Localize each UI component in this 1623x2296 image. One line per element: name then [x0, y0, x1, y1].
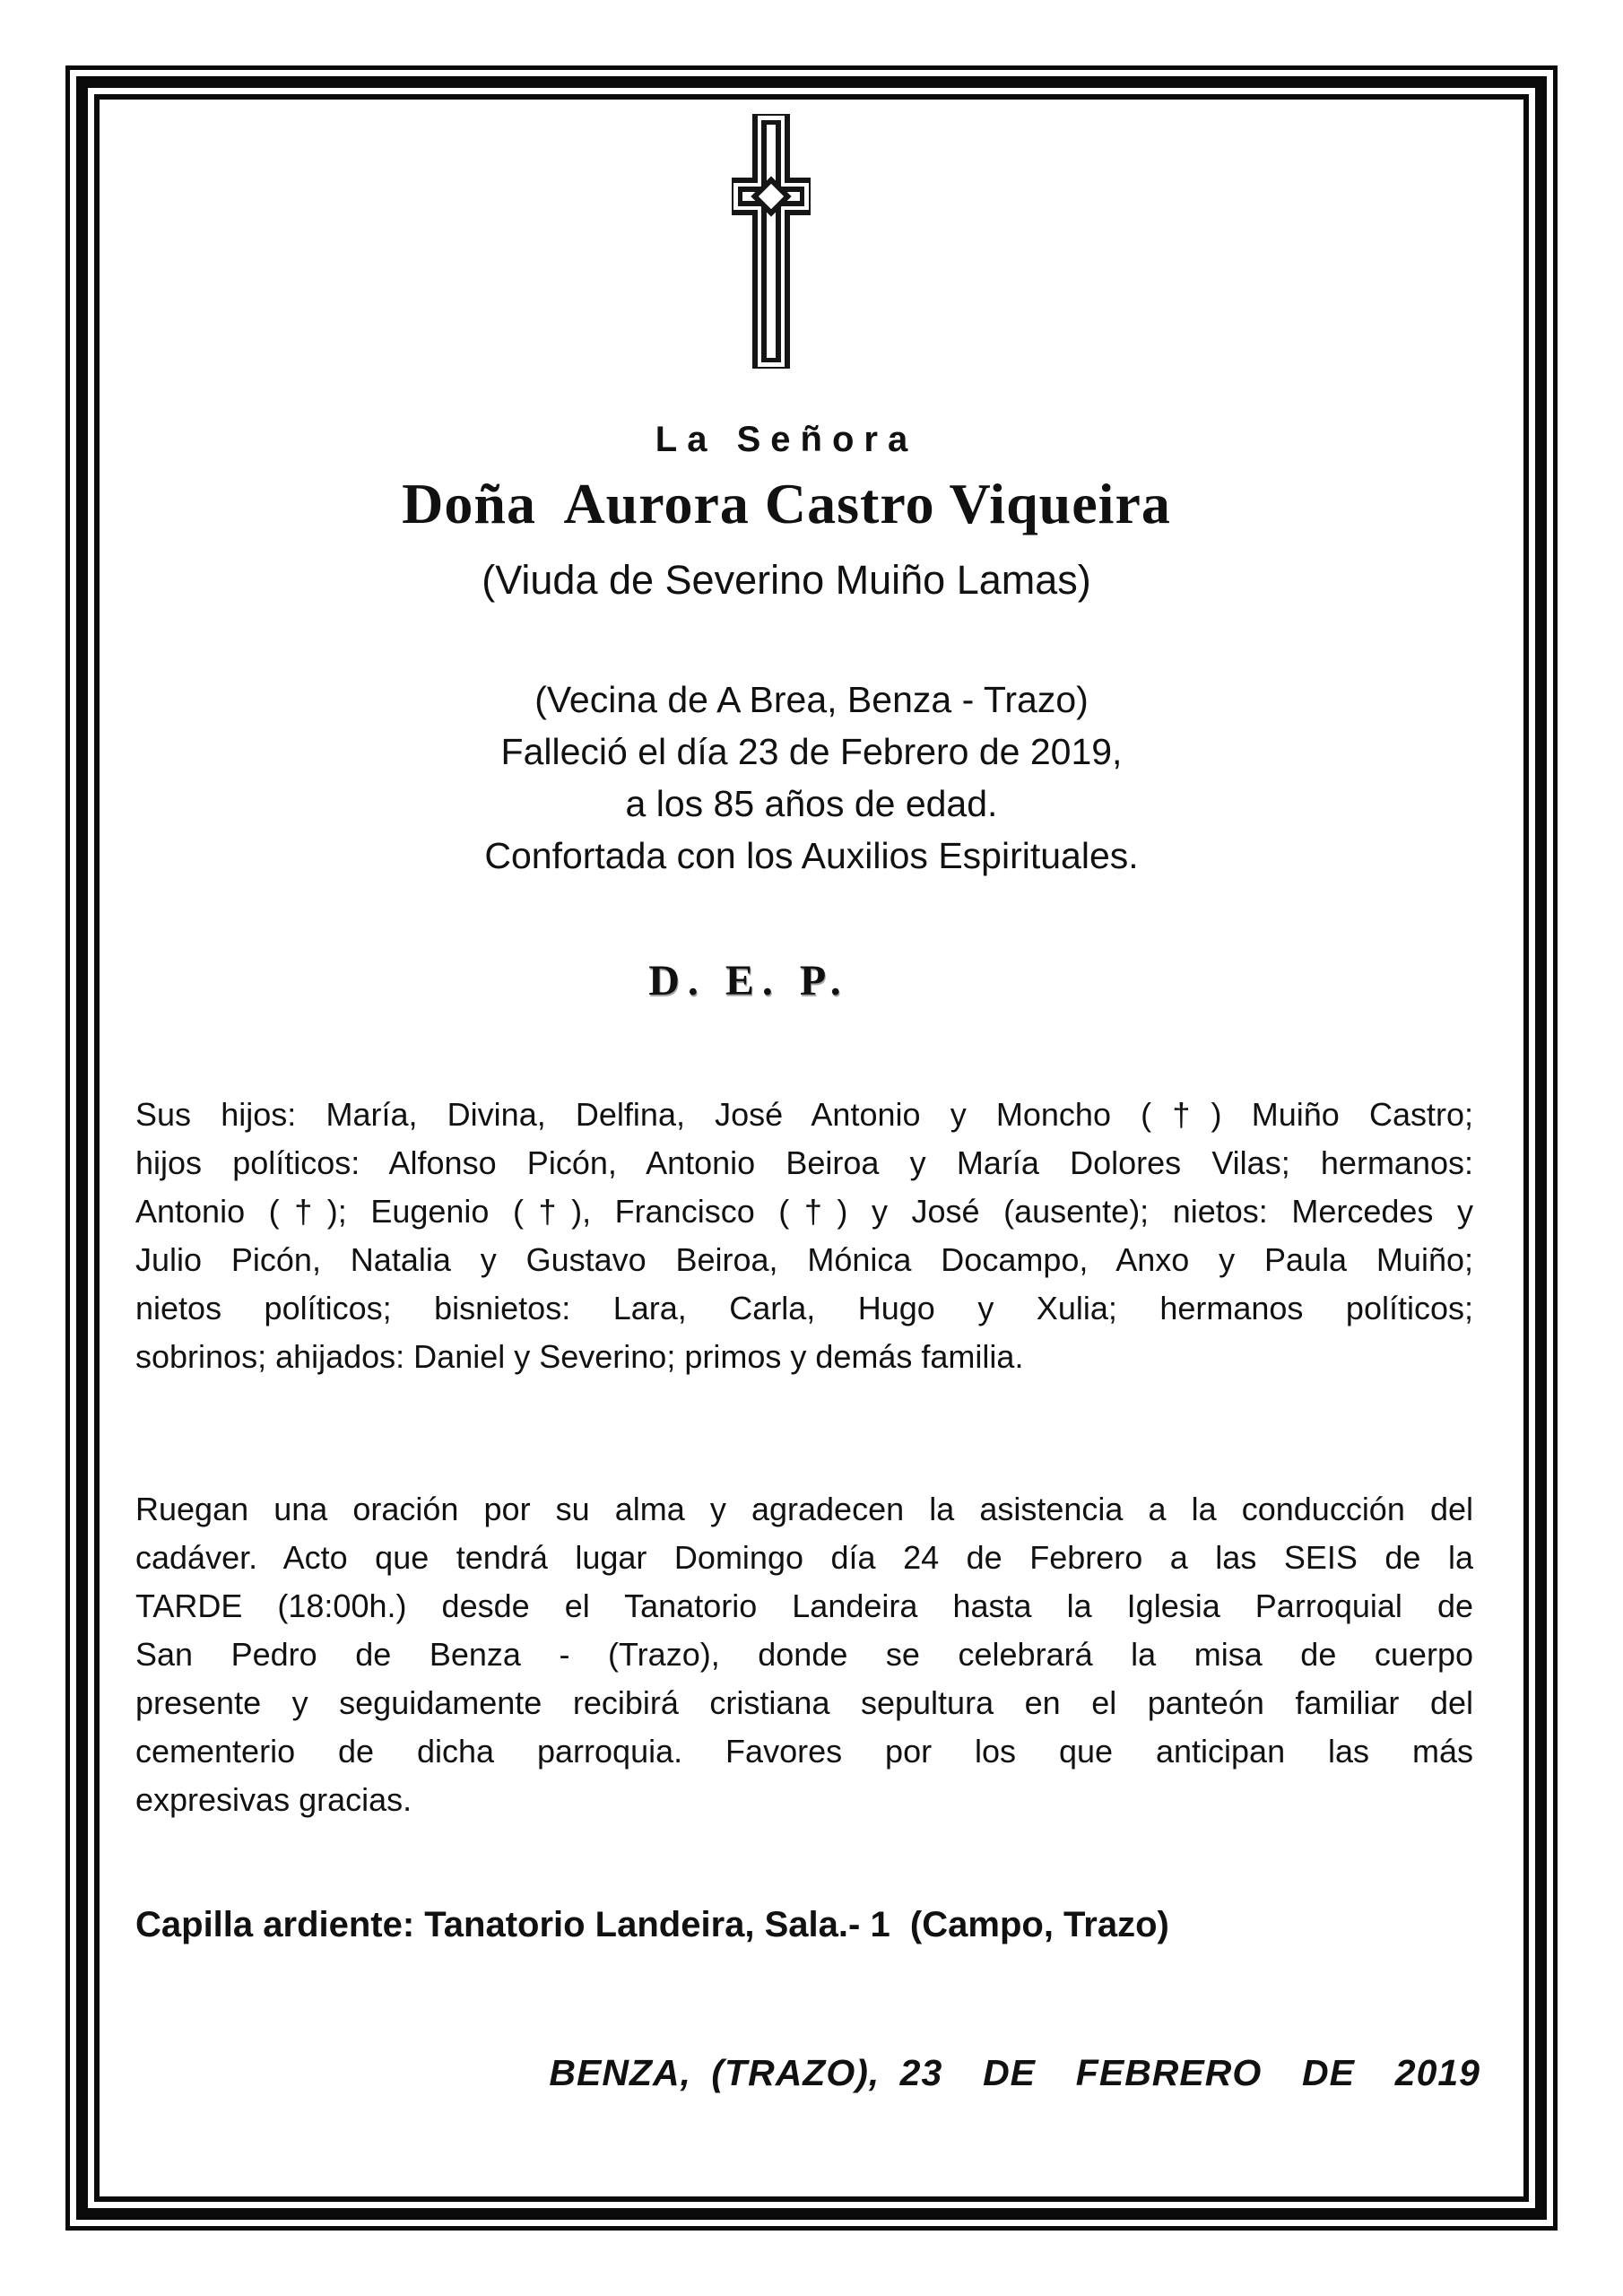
- notice-header: [74, 418, 1498, 604]
- family-line: sobrinos; ahijados: Daniel y Severino; primos y demás familia.: [135, 1338, 1024, 1375]
- chapel-info: Capilla ardiente: Tanatorio Landeira, Sala.- 1 (Campo, Trazo): [135, 1905, 1169, 1944]
- mourning-border-inner: [94, 94, 1529, 2202]
- funeral-line: San Pedro de Benza - (Trazo), donde se celebrará la misa de cuerpo: [135, 1636, 1473, 1673]
- family-paragraph: [100, 1091, 1523, 1381]
- residence-note: (Vecina de A Brea, Benza - Trazo): [534, 679, 1089, 720]
- family-line: Sus hijos: María, Divina, Delfina, José Antonio y Moncho (†) Muiño Castro;: [135, 1096, 1473, 1133]
- deceased-name: Doña Aurora Castro Viqueira: [402, 472, 1171, 535]
- mourning-border-outer: [65, 65, 1558, 2231]
- family-line: Antonio (†); Eugenio (†), Francisco (†) y José (ausente); nietos: Mercedes y: [135, 1193, 1473, 1230]
- death-info-block: [100, 674, 1523, 882]
- widow-note: (Viuda de Severino Muiño Lamas): [482, 557, 1091, 603]
- funeral-paragraph: [100, 1485, 1523, 1824]
- funeral-line: expresivas gracias.: [135, 1781, 412, 1818]
- death-date-line: Falleció el día 23 de Febrero de 2019,: [500, 731, 1123, 772]
- dep-abbreviation: D. E. P.: [648, 957, 849, 1004]
- comfort-line: Confortada con los Auxilios Espirituales.: [484, 835, 1139, 876]
- funeral-line: TARDE (18:00h.) desde el Tanatorio Landeira hasta la Iglesia Parroquial de: [135, 1587, 1473, 1624]
- family-line: hijos políticos: Alfonso Picón, Antonio Beiroa y María Dolores Vilas; hermanos:: [135, 1144, 1473, 1181]
- family-line: Julio Picón, Natalia y Gustavo Beiroa, Mónica Docampo, Anxo y Paula Muiño;: [135, 1241, 1473, 1278]
- dateline: BENZA, (TRAZO), 23 DE FEBRERO DE 2019: [549, 2052, 1480, 2093]
- mourning-border-middle: [76, 76, 1547, 2220]
- family-line: nietos políticos; bisnietos: Lara, Carla, Hugo y Xulia; hermanos políticos;: [135, 1290, 1473, 1326]
- notice-content: [100, 100, 1523, 2196]
- funeral-line: presente y seguidamente recibirá cristiana sepultura en el panteón familiar del: [135, 1684, 1473, 1721]
- honorific: La Señora: [655, 420, 918, 459]
- funeral-line: cementerio de dicha parroquia. Favores por los que anticipan las más: [135, 1733, 1473, 1770]
- funeral-line: Ruegan una oración por su alma y agradecen la asistencia a la conducción del: [135, 1491, 1473, 1527]
- latin-cross-icon: [59, 103, 1483, 383]
- age-line: a los 85 años de edad.: [625, 783, 998, 824]
- funeral-line: cadáver. Acto que tendrá lugar Domingo día 24 de Febrero a las SEIS de la: [135, 1539, 1473, 1576]
